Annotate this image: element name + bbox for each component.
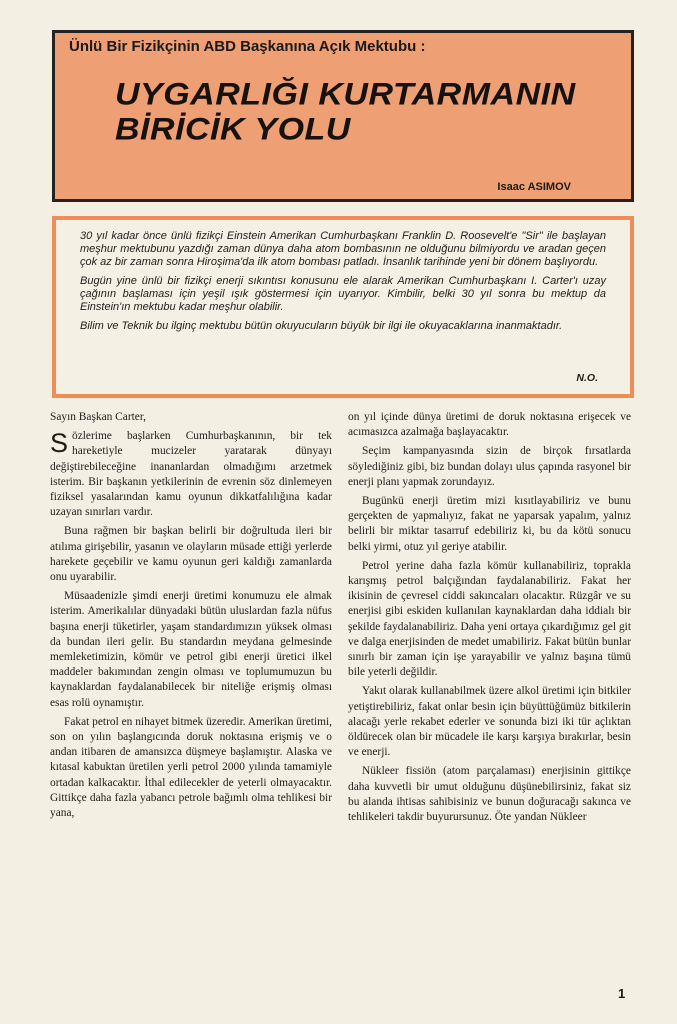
letter-column-left bbox=[50, 410, 332, 825]
editors-note-paragraph: 30 yıl kadar önce ünlü fizikçi Einstein Amerikan Cumhurbaşkanı Franklin D. Roosevelt'e "Sir" ile başlayan meşhur mektubunu yazdığı zaman dünya daha atom bombasının ne olduğunu bilmiyordu ve aradan geçen çok az bir zaman sonra Hiroşima'da ilk atom bombası patladı. İnsanlık tarihinde yeni bir dönem başlıyordu. bbox=[80, 230, 606, 268]
letter-paragraph: Nükleer fissiön (atom parçalaması) enerjisinin gittikçe daha kuvvetli bir umut olduğunu düşünebilirsiniz, fakat siz bu alanda ihtisas sahibisiniz ve bunun doğuracağı sakınca ve tehlikeleri takdir buyurursunuz. Öte yandan Nükleer bbox=[348, 765, 631, 824]
article-title-line-1: UYGARLIĞI KURTARMANIN bbox=[115, 77, 576, 112]
editors-note-signature: N.O. bbox=[576, 372, 598, 384]
letter-paragraph: Yakıt olarak kullanabilmek üzere alkol üretimi için bitkiler yetiştirebiliriz, fakat onlar besin için büyüttüğümüz bitkilerin alacağı yerle rekabet ederler ve sonunda bizi iki tür açlıktan öldürecek olan bir mücadele ile karşı karşıya bırakırlar, besin ve enerji. bbox=[348, 685, 631, 759]
article-author: Isaac ASIMOV bbox=[497, 181, 571, 193]
article-header bbox=[52, 30, 634, 202]
drop-cap: S bbox=[50, 428, 69, 459]
editors-note-paragraph: Bilim ve Teknik bu ilginç mektubu bütün okuyucuların büyük bir ilgi ile okuyacaklarına inanmaktadır. bbox=[80, 320, 563, 332]
letter-paragraph: Seçim kampanyasında sizin de birçok fırsatlarda söylediğiniz gibi, biz bundan dolayı ulus çapında rasyonel bir enerji planı yapmak zorundayız. bbox=[348, 445, 631, 488]
letter-paragraph: Fakat petrol en nihayet bitmek üzeredir. Amerikan üretimi, son on yılın başlangıcında doruk noktasına erişmiş ve o andan itibaren de amansızca düşmeye başlamıştır. Alaska ve kıtasal kabuktan üretilen yerli petrol 2000 yılında tamamiyle ortadan kalkacaktır. İthal edilecekler de yeterli olmayacaktır. Gittikçe daha fazla yabancı petrole bağımlı olma tehlikesi bir yana, bbox=[50, 715, 332, 820]
letter-paragraph: Bugünkü enerji üretim mizi kısıtlayabiliriz ve bunu gerçekten de yapmalıyız, fakat ne yaparsak yapalım, yalnız belirli bir miktar tasarruf edebiliriz ki, bu da kötü sonucu belki yirmi, otuz yıl geriye atabilir. bbox=[348, 495, 631, 553]
article-kicker: Ünlü Bir Fizikçinin ABD Başkanına Açık Mektubu : bbox=[69, 38, 426, 55]
letter-paragraph: Petrol yerine daha fazla kömür kullanabiliriz, toprakla karışmış petrol balçığından faydalanabiliriz. Fakat her ikisinin de çevresel ciddi sakıncaları olacaktır. Rüzgâr ve su enerjisi gibi eskiden kullanılan kaynaklardan daha iddialı bir şekilde faydalanabiliriz. Daha yeni ortaya çıkardığımız gel git ve dalga enerjisinden de medet umabiliriz. Fakat bütün bunlar sınırlı bir zaman için işe yarayabilir ve yalnız başına tümü bile yeterli değildir. bbox=[348, 559, 631, 679]
page-number: 1 bbox=[618, 986, 626, 1001]
letter-paragraph: Müsaadenizle şimdi enerji üretimi konumuzu ele almak isterim. Amerikalılar dünyadaki bütün uluslardan fazla nüfus başına enerji tüketirler, yaşam standardımızın yüksek olması da bundan ileri gelir. Bu standardın meydana gelmesinde memleketimizin, kömür ve petrol gibi enerji üretici ilkel maddeler bakımından zengin olması ve toplumumuzun bu kaynaklardan faydalanabilecek bir niteliğe erişmiş olması esas rolü oynamıştır. bbox=[50, 590, 332, 709]
letter-column-right bbox=[348, 410, 631, 829]
article-title-line-2: BİRİCİK YOLU bbox=[115, 111, 351, 147]
editors-note bbox=[52, 216, 634, 398]
letter-paragraph: on yıl içinde dünya üretimi de doruk noktasına erişecek ve acımasızca azalmağa başlayacaktır. bbox=[348, 411, 631, 439]
letter-paragraph bbox=[50, 429, 332, 520]
letter-paragraph-text: özlerime başlarken Cumhurbaşkanının, bir tek hareketiyle mucizeler yaratarak dünyayı değiştirebileceğine inananlardan olmadığımı arzetmek isterim. Bir başkanın yetkilerinin de evrenin söz dinlemeyen fiziksel yasalarından kamu oyunun dikkatfalılığına kadar uzayan sınırları vardır. bbox=[50, 430, 332, 519]
letter-paragraph: Buna rağmen bir başkan belirli bir doğrultuda ileri bir atılıma girişebilir, yasanın ve olayların müsade ettiği yerlerde harekete geçebilir ve kamu oyunun geri kaldığı zamanlarda onu uyarabilir. bbox=[50, 525, 332, 584]
editors-note-paragraph: Bugün yine ünlü bir fizikçi enerji sıkıntısı konusunu ele alarak Amerikan Cumhurbaşkanı I. Carter'ı uzay çağının başlaması için yeşil ışık göstermesi için uyarıyor. Kimbilir, belki 30 yıl sonra bu mektup da Einstein'ın mektubu kadar meşhur olabilir. bbox=[80, 275, 606, 313]
letter-salutation: Sayın Başkan Carter, bbox=[50, 411, 147, 423]
article-title bbox=[115, 77, 615, 147]
